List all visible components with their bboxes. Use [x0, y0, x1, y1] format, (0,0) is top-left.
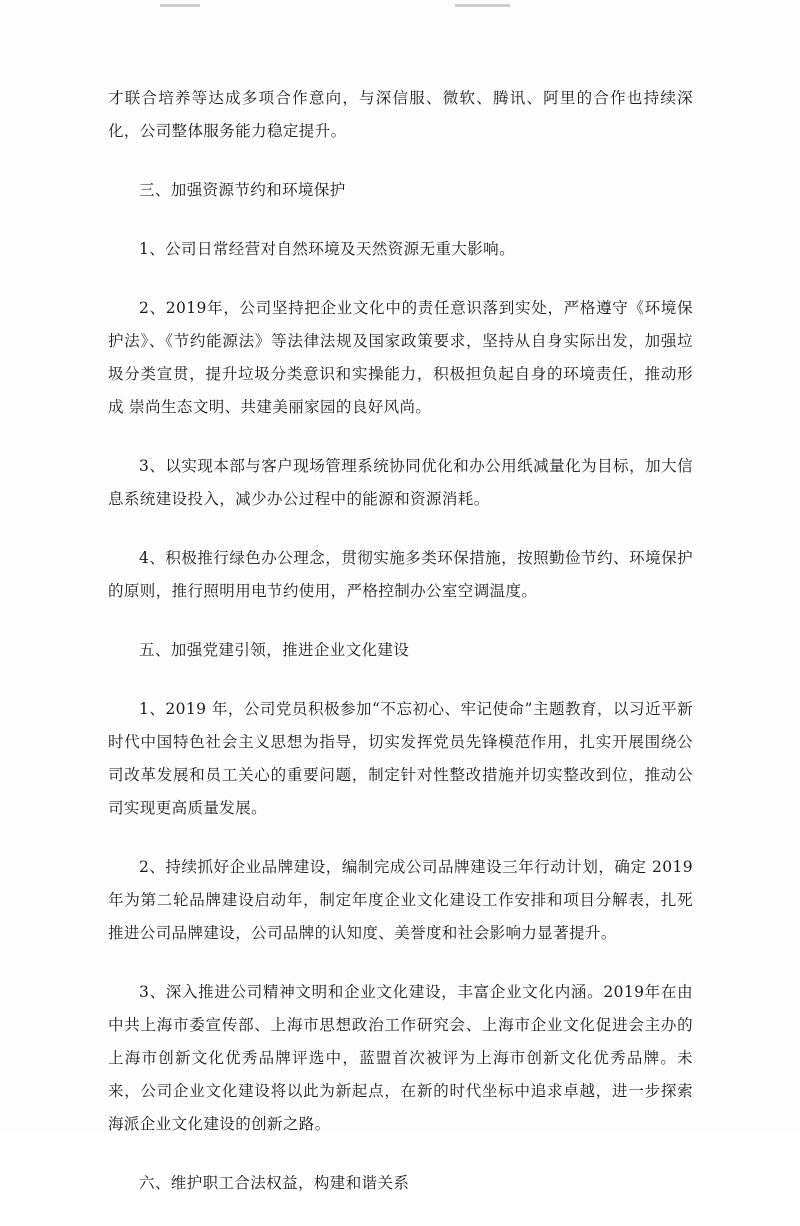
document-body	[108, 82, 693, 1226]
paragraph-culture-2: 2、持续抓好企业品牌建设，编制完成公司品牌建设三年行动计划，确定 2019 年为第二轮品牌建设启动年，制定年度企业文化建设工作安排和项目分解表，扎死推进公司品牌建设，公司品牌的认知度、美誉度和社会影响力显著提升。	[108, 858, 693, 942]
section-heading-party-culture: 五、加强党建引领，推进企业文化建设	[139, 641, 410, 659]
paragraph-env-3: 3、以实现本部与客户现场管理系统协同优化和办公用纸减量化为目标，加大信息系统建设投入，减少办公过程中的能源和资源消耗。	[108, 457, 693, 508]
scan-mark-left	[160, 4, 200, 7]
scan-mark-right	[455, 4, 510, 7]
paragraph-continuation: 才联合培养等达成多项合作意向，与深信服、微软、腾讯、阿里的合作也持续深化，公司整体服务能力稳定提升。	[108, 89, 693, 140]
section-heading-employee-rights: 六、维护职工合法权益，构建和谐关系	[139, 1174, 410, 1192]
paragraph-culture-1: 1、2019 年，公司党员积极参加“不忘初心、牢记使命”主题教育，以习近平新时代中国特色社会主义思想为指导，切实发挥党员先锋模范作用，扎实开展围绕公司改革发展和员工关心的重要问题，制定针对性整改措施并切实整改到位，推动公司实现更高质量发展。	[108, 700, 693, 817]
paragraph-env-2: 2、2019年，公司坚持把企业文化中的责任意识落到实处，严格遵守《环境保护法》、《节约能源法》等法律法规及国家政策要求，坚持从自身实际出发，加强垃圾分类宣贯，提升垃圾分类意识和实操能力，积极担负起自身的环境责任，推动形成 崇尚生态文明、共建美丽家园的良好风尚。	[108, 299, 693, 416]
paragraph-culture-3: 3、深入推进公司精神文明和企业文化建设，丰富企业文化内涵。2019年在由中共上海市委宣传部、上海市思想政治工作研究会、上海市企业文化促进会主办的上海市创新文化优秀品牌评选中，蓝盟首次被评为上海市创新文化优秀品牌。未来，公司企业文化建设将以此为新起点，在新的时代坐标中追求卓越，进一步探索海派企业文化建设的创新之路。	[108, 983, 693, 1133]
paragraph-env-4: 4、积极推行绿色办公理念，贯彻实施多类环保措施，按照勤俭节约、环境保护的原则，推行照明用电节约使用，严格控制办公室空调温度。	[108, 549, 693, 600]
section-heading-resource-environment: 三、加强资源节约和环境保护	[139, 181, 346, 199]
paragraph-env-1: 1、公司日常经营对自然环境及天然资源无重大影响。	[139, 240, 515, 258]
